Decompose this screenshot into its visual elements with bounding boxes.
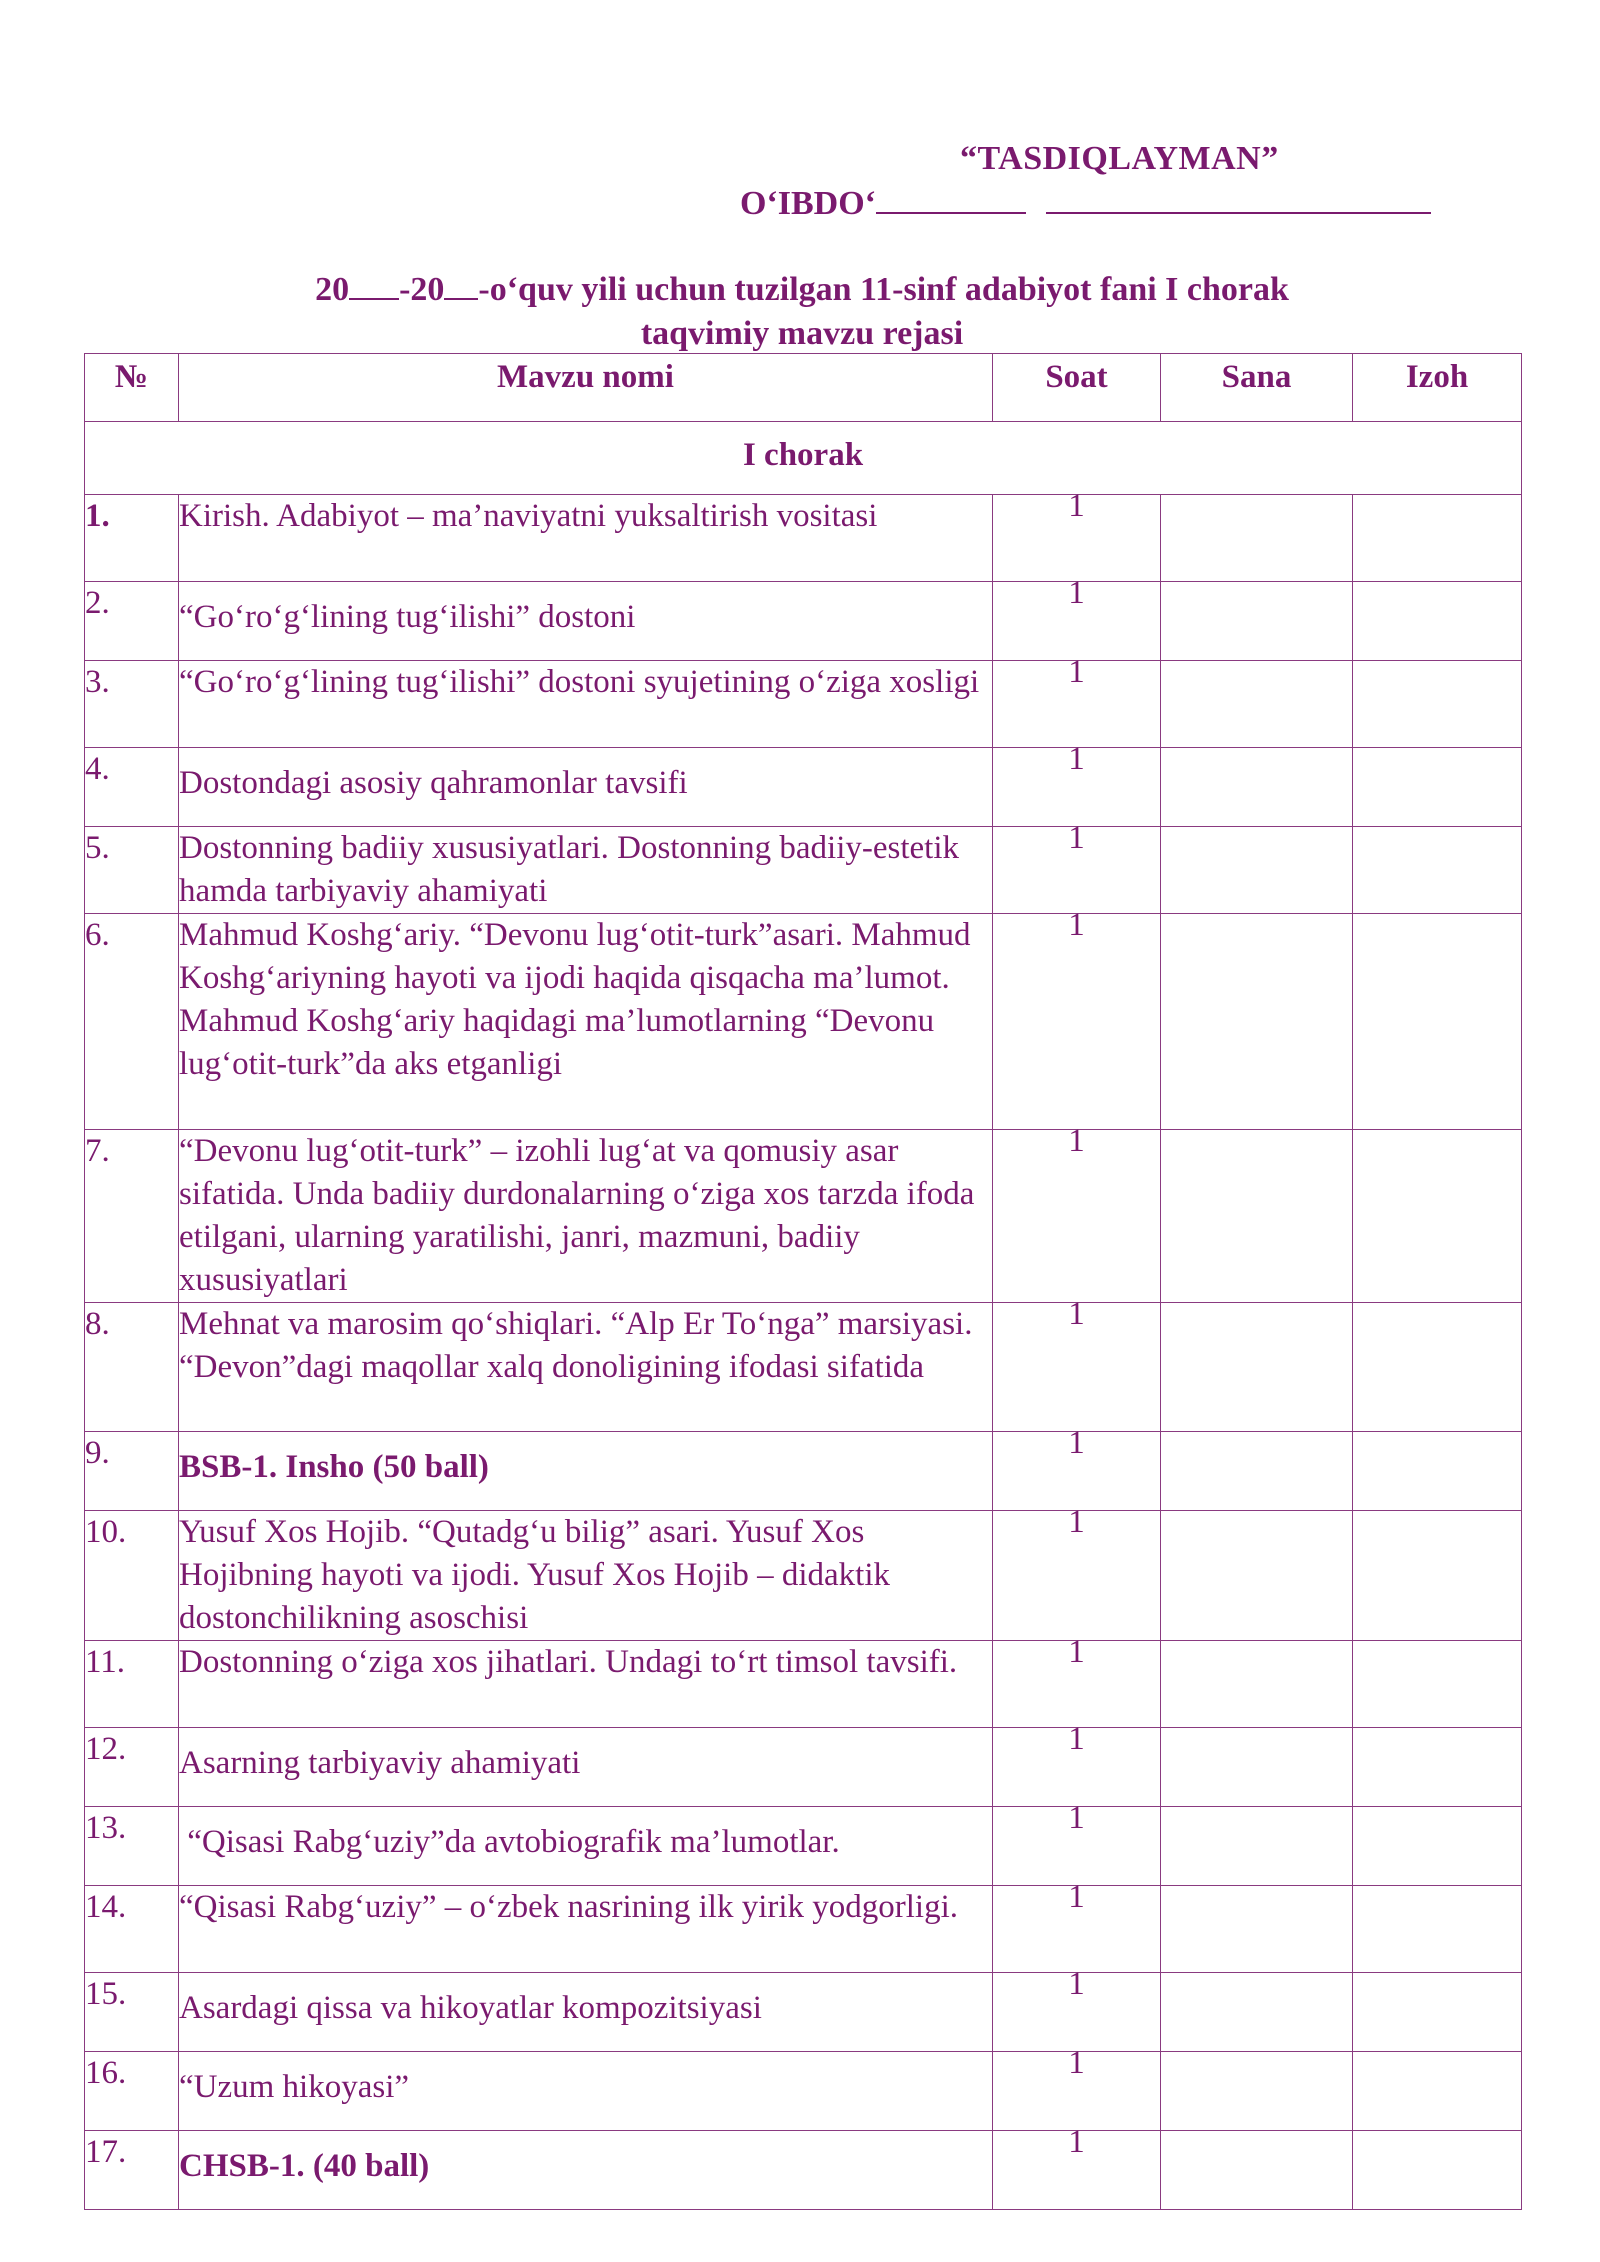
row-note-cell[interactable] — [1353, 2052, 1522, 2131]
row-topic: Dostonning o‘ziga xos jihatlari. Undagi to‘rt timsol tavsifi. — [179, 1641, 993, 1728]
row-number: 5. — [85, 827, 179, 914]
row-number: 10. — [85, 1511, 179, 1641]
table-row — [85, 1511, 1522, 1641]
row-note-cell[interactable] — [1353, 1641, 1522, 1728]
table-row — [85, 1641, 1522, 1728]
row-hours: 1 — [993, 1432, 1161, 1511]
row-topic: Mehnat va marosim qo‘shiqlari. “Alp Er To‘nga” marsiyasi. “Devon”dagi maqollar xalq donoligining ifodasi sifatida — [179, 1303, 993, 1432]
approval-heading: “TASDIQLAYMAN” — [960, 140, 1279, 177]
row-hours: 1 — [993, 661, 1161, 748]
row-number: 16. — [85, 2052, 179, 2131]
row-topic: “Go‘ro‘g‘lining tug‘ilishi” dostoni — [179, 582, 993, 661]
row-note-cell[interactable] — [1353, 1130, 1522, 1303]
row-date-cell[interactable] — [1161, 582, 1353, 661]
year-blank-2 — [444, 270, 478, 300]
row-hours: 1 — [993, 495, 1161, 582]
row-number: 9. — [85, 1432, 179, 1511]
name-blank — [1046, 182, 1431, 214]
row-hours: 1 — [993, 1130, 1161, 1303]
row-note-cell[interactable] — [1353, 827, 1522, 914]
table-row — [85, 2131, 1522, 2210]
table-header-row — [85, 354, 1522, 422]
row-note-cell[interactable] — [1353, 1511, 1522, 1641]
row-hours: 1 — [993, 1641, 1161, 1728]
table-row — [85, 1807, 1522, 1886]
row-date-cell[interactable] — [1161, 661, 1353, 748]
row-note-cell[interactable] — [1353, 582, 1522, 661]
row-number: 12. — [85, 1728, 179, 1807]
table-row — [85, 1303, 1522, 1432]
row-number: 6. — [85, 914, 179, 1130]
column-header-topic: Mavzu nomi — [179, 354, 993, 422]
row-date-cell[interactable] — [1161, 1432, 1353, 1511]
row-topic: CHSB-1. (40 ball) — [179, 2131, 993, 2210]
column-header-hours: Soat — [993, 354, 1161, 422]
column-header-note: Izoh — [1353, 354, 1522, 422]
row-date-cell[interactable] — [1161, 1511, 1353, 1641]
row-hours: 1 — [993, 1511, 1161, 1641]
row-note-cell[interactable] — [1353, 748, 1522, 827]
row-topic: Mahmud Koshg‘ariy. “Devonu lug‘otit-turk”asari. Mahmud Koshg‘ariyning hayoti va ijodi haqida qisqacha ma’lumot. Mahmud Koshg‘ariy haqidagi ma’lumotlarning “Devonu lug‘otit-turk”da aks etganligi — [179, 914, 993, 1130]
row-date-cell[interactable] — [1161, 1303, 1353, 1432]
row-hours: 1 — [993, 1973, 1161, 2052]
row-note-cell[interactable] — [1353, 1432, 1522, 1511]
table-row — [85, 661, 1522, 748]
row-date-cell[interactable] — [1161, 2131, 1353, 2210]
row-hours: 1 — [993, 1807, 1161, 1886]
row-number: 2. — [85, 582, 179, 661]
row-note-cell[interactable] — [1353, 495, 1522, 582]
table-row — [85, 582, 1522, 661]
row-number: 14. — [85, 1886, 179, 1973]
table-row — [85, 748, 1522, 827]
row-hours: 1 — [993, 914, 1161, 1130]
row-topic: “Uzum hikoyasi” — [179, 2052, 993, 2131]
row-topic: Dostonning badiiy xususiyatlari. Dostonning badiiy-estetik hamda tarbiyaviy ahamiyati — [179, 827, 993, 914]
row-topic: BSB-1. Insho (50 ball) — [179, 1432, 993, 1511]
row-date-cell[interactable] — [1161, 1807, 1353, 1886]
row-hours: 1 — [993, 1303, 1161, 1432]
column-header-number: № — [85, 354, 179, 422]
row-date-cell[interactable] — [1161, 914, 1353, 1130]
row-note-cell[interactable] — [1353, 661, 1522, 748]
approval-signature-line — [740, 182, 1431, 223]
table-row — [85, 2052, 1522, 2131]
row-date-cell[interactable] — [1161, 1728, 1353, 1807]
row-date-cell[interactable] — [1161, 2052, 1353, 2131]
row-number: 3. — [85, 661, 179, 748]
signature-blank — [876, 182, 1026, 214]
row-date-cell[interactable] — [1161, 748, 1353, 827]
quarter-row — [85, 422, 1522, 495]
row-number: 4. — [85, 748, 179, 827]
row-number: 8. — [85, 1303, 179, 1432]
row-topic: Asarning tarbiyaviy ahamiyati — [179, 1728, 993, 1807]
row-date-cell[interactable] — [1161, 1130, 1353, 1303]
row-number: 7. — [85, 1130, 179, 1303]
title-line-1: 20 -20 -o‘quv yili uchun tuzilgan 11-sinf adabiyot fani I chorak — [315, 271, 1289, 308]
row-hours: 1 — [993, 2052, 1161, 2131]
row-note-cell[interactable] — [1353, 1303, 1522, 1432]
row-topic: “Devonu lug‘otit-turk” – izohli lug‘at va qomusiy asar sifatida. Unda badiiy durdonalarning o‘ziga xos tarzda ifoda etilgani, ularning yaratilishi, janri, mazmuni, badiiy xususiyatlari — [179, 1130, 993, 1303]
row-note-cell[interactable] — [1353, 1886, 1522, 1973]
row-hours: 1 — [993, 2131, 1161, 2210]
row-note-cell[interactable] — [1353, 1728, 1522, 1807]
row-note-cell[interactable] — [1353, 914, 1522, 1130]
table-row — [85, 1973, 1522, 2052]
row-topic: “Qisasi Rabg‘uziy”da avtobiografik ma’lumotlar. — [179, 1807, 993, 1886]
row-topic: “Qisasi Rabg‘uziy” – o‘zbek nasrining ilk yirik yodgorligi. — [179, 1886, 993, 1973]
row-note-cell[interactable] — [1353, 1807, 1522, 1886]
row-date-cell[interactable] — [1161, 1641, 1353, 1728]
row-date-cell[interactable] — [1161, 495, 1353, 582]
row-number: 15. — [85, 1973, 179, 2052]
lesson-plan-table — [84, 353, 1522, 2210]
table-row — [85, 1432, 1522, 1511]
table-row — [85, 1886, 1522, 1973]
row-hours: 1 — [993, 748, 1161, 827]
table-row — [85, 1130, 1522, 1303]
row-number: 1. — [85, 495, 179, 582]
row-note-cell[interactable] — [1353, 1973, 1522, 2052]
row-date-cell[interactable] — [1161, 1886, 1353, 1973]
row-date-cell[interactable] — [1161, 827, 1353, 914]
quarter-label: I chorak — [85, 422, 1522, 495]
row-number: 13. — [85, 1807, 179, 1886]
row-hours: 1 — [993, 1728, 1161, 1807]
row-number: 17. — [85, 2131, 179, 2210]
row-topic: Dostondagi asosiy qahramonlar tavsifi — [179, 748, 993, 827]
table-row — [85, 495, 1522, 582]
row-topic: Yusuf Xos Hojib. “Qutadg‘u bilig” asari. Yusuf Xos Hojibning hayoti va ijodi. Yusuf Xos Hojib – didaktik dostonchilikning asoschisi — [179, 1511, 993, 1641]
row-hours: 1 — [993, 1886, 1161, 1973]
title-line-2: taqvimiy mavzu rejasi — [640, 315, 964, 352]
table-row — [85, 914, 1522, 1130]
table-row — [85, 1728, 1522, 1807]
row-topic: Asardagi qissa va hikoyatlar kompozitsiyasi — [179, 1973, 993, 2052]
row-number: 11. — [85, 1641, 179, 1728]
row-date-cell[interactable] — [1161, 1973, 1353, 2052]
row-topic: “Go‘ro‘g‘lining tug‘ilishi” dostoni syujetining o‘ziga xosligi — [179, 661, 993, 748]
organization-label: O‘IBDO‘ — [740, 185, 876, 222]
row-hours: 1 — [993, 827, 1161, 914]
table-row — [85, 827, 1522, 914]
row-hours: 1 — [993, 582, 1161, 661]
row-topic: Kirish. Adabiyot – ma’naviyatni yuksaltirish vositasi — [179, 495, 993, 582]
year-blank-1 — [349, 270, 399, 300]
column-header-date: Sana — [1161, 354, 1353, 422]
row-note-cell[interactable] — [1353, 2131, 1522, 2210]
document-title — [84, 268, 1520, 356]
